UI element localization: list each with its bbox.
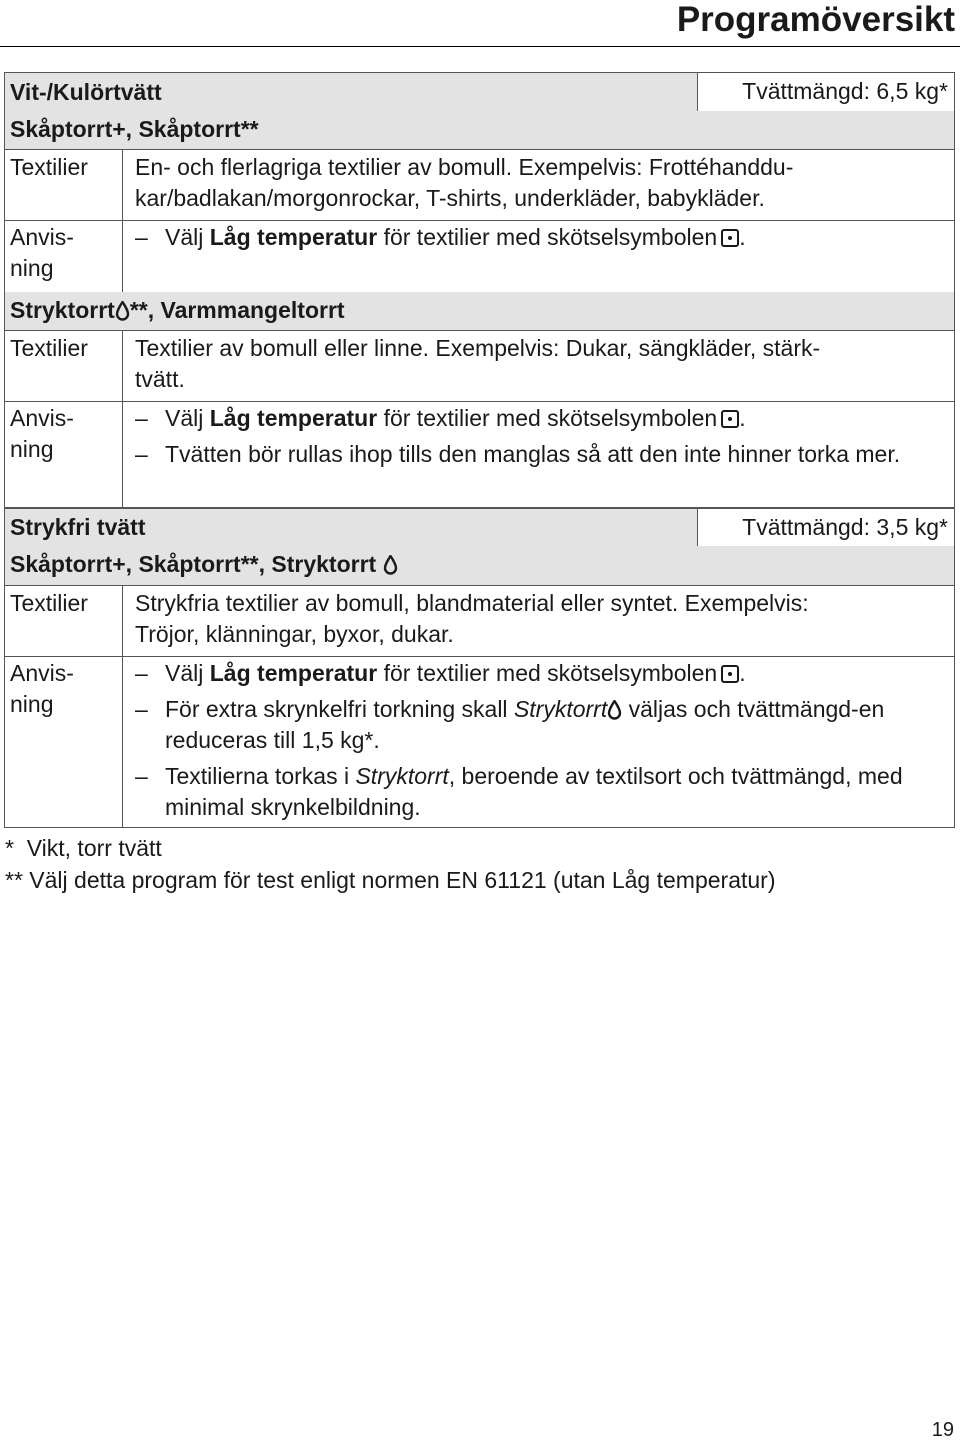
instructions-label: Anvis- ning xyxy=(10,405,74,462)
dryness-level-row: Stryktorrt **, Varmmangeltorrt xyxy=(5,292,954,331)
dryness-level-row: Skåptorrt+, Skåptorrt** xyxy=(5,111,954,150)
title-rule xyxy=(0,46,960,47)
textiles-row xyxy=(5,150,954,221)
footnote-test-standard: ** Välj detta program för test enligt normen EN 61121 (utan Låg temperatur) xyxy=(5,867,776,893)
textiles-description: Textilier av bomull eller linne. Exempelvis: Dukar, sängkläder, stärk- tvätt. xyxy=(135,335,821,392)
textiles-label: Textilier xyxy=(10,154,88,180)
program-header-row xyxy=(5,509,954,547)
instructions-label: Anvis- ning xyxy=(10,224,74,281)
program-table-strykfri-tvatt xyxy=(4,508,955,828)
instructions-row xyxy=(5,401,954,507)
program-name: Vit-/Kulörtvätt xyxy=(10,79,162,105)
textiles-row xyxy=(5,331,954,402)
page-title: Programöversikt xyxy=(676,0,955,39)
instructions-row xyxy=(5,220,954,293)
instructions-row xyxy=(5,656,954,827)
load-capacity: Tvättmängd: 6,5 kg* xyxy=(697,73,954,111)
instruction-item: – Tvätten bör rullas ihop tills den manglas så att den inte hinner torka mer. xyxy=(135,439,944,470)
iron-drop-icon xyxy=(383,555,398,575)
textiles-label: Textilier xyxy=(10,335,88,361)
instructions-label: Anvis- ning xyxy=(10,660,74,717)
iron-drop-icon xyxy=(607,700,622,720)
instructions-list xyxy=(135,222,944,253)
load-capacity: Tvättmängd: 3,5 kg* xyxy=(697,509,954,546)
dryness-level-row: Skåptorrt+, Skåptorrt**, Stryktorrt xyxy=(5,546,954,586)
textiles-label: Textilier xyxy=(10,590,88,616)
program-header-row xyxy=(5,73,954,112)
instruction-item: – Välj Låg temperatur för textilier med skötselsymbolen . xyxy=(135,403,944,434)
textiles-description: Strykfria textilier av bomull, blandmaterial eller syntet. Exempelvis: Tröjor, klänningar, byxor, dukar. xyxy=(135,590,809,647)
iron-drop-icon xyxy=(115,301,130,321)
program-table-vit-kulortvatt xyxy=(4,72,955,508)
instructions-list xyxy=(135,658,944,823)
instruction-item: – För extra skrynkelfri torkning skall Stryktorrt väljas och tvättmängd-en reduceras till 1,5 kg*. xyxy=(135,694,944,756)
tumble-dry-low-icon xyxy=(721,665,739,683)
footnote-weight: * Vikt, torr tvätt xyxy=(5,835,162,861)
tumble-dry-low-icon xyxy=(721,410,739,428)
page-number: 19 xyxy=(931,1419,954,1441)
instructions-list xyxy=(135,403,944,470)
program-name: Strykfri tvätt xyxy=(10,514,146,540)
tumble-dry-low-icon xyxy=(721,229,739,247)
instruction-item: – Välj Låg temperatur för textilier med skötselsymbolen . xyxy=(135,222,944,253)
instruction-item: – Textilierna torkas i Stryktorrt, beroende av textilsort och tvättmängd, med minimal skrynkelbildning. xyxy=(135,761,944,823)
textiles-description: En- och flerlagriga textilier av bomull. Exempelvis: Frottéhanddu- kar/badlakan/morgonrockar, T-shirts, underkläder, babykläder. xyxy=(135,154,794,211)
instruction-item: – Välj Låg temperatur för textilier med skötselsymbolen . xyxy=(135,658,944,689)
textiles-row xyxy=(5,586,954,657)
